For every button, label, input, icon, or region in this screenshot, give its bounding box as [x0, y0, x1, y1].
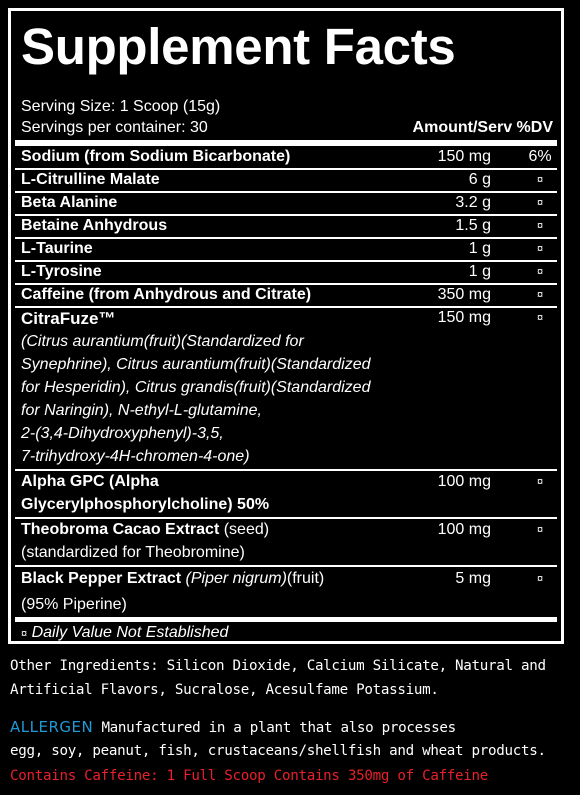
nutrient-name: Caffeine (from Anhydrous and Citrate): [21, 286, 312, 303]
black-pepper-dv: ¤: [536, 573, 544, 585]
amount-dv-header: Amount/Serv %DV: [412, 119, 553, 136]
alpha-gpc-amount: 100 mg: [437, 473, 491, 490]
black-pepper-part: (fruit): [286, 570, 325, 587]
row-divider: [15, 565, 557, 567]
theobroma-part: (seed): [219, 521, 270, 538]
nutrient-dv: ¤: [536, 197, 544, 209]
caffeine-warning: Contains Caffeine: 1 Full Scoop Contains 350mg of Caffeine: [10, 768, 489, 784]
citrafuze-name: CitraFuze™: [21, 309, 116, 328]
nutrient-amount: 350 mg: [437, 286, 491, 303]
footer-rule: [15, 617, 557, 622]
other-ingredients-line1: Other Ingredients: Silicon Dioxide, Calcium Silicate, Natural and: [10, 658, 546, 674]
row-divider: [15, 517, 557, 519]
allergen-text: Manufactured in a plant that also processes: [93, 720, 456, 736]
black-pepper-line2: (95% Piperine): [21, 596, 127, 613]
allergen-line2: egg, soy, peanut, fish, crustaceans/shellfish and wheat products.: [10, 743, 546, 759]
citrafuze-detail: for Naringin), N-ethyl-L-glutamine,: [21, 402, 262, 419]
row-divider: [15, 469, 557, 471]
nutrient-name: L-Taurine: [21, 240, 93, 257]
black-pepper-amount: 5 mg: [455, 570, 491, 587]
citrafuze-dv: ¤: [536, 312, 544, 324]
black-pepper-line1: [21, 569, 324, 589]
nutrient-dv: ¤: [536, 266, 544, 278]
citrafuze-amount: 150 mg: [437, 309, 491, 326]
not-established-symbol: ¤: [21, 628, 28, 640]
nutrient-amount: 150 mg: [437, 148, 491, 165]
nutrient-dv: ¤: [536, 220, 544, 232]
header-rule: [15, 140, 557, 146]
citrafuze-detail: 7-trihydroxy-4H-chromen-4-one): [21, 448, 250, 465]
alpha-gpc-dv: ¤: [536, 476, 544, 488]
footnote-text: Daily Value Not Established: [31, 624, 229, 641]
footnote: [21, 623, 228, 644]
theobroma-name: Theobroma Cacao Extract: [21, 521, 220, 538]
nutrient-amount: 1 g: [468, 263, 491, 280]
citrafuze-detail: for Hesperidin), Citrus grandis(fruit)(Standardized: [21, 379, 371, 396]
black-pepper-name: Black Pepper Extract: [21, 570, 186, 587]
citrafuze-detail: Synephrine), Citrus aurantium(fruit)(Standardized: [21, 356, 371, 373]
nutrient-dv: 6%: [528, 148, 552, 165]
theobroma-amount: 100 mg: [437, 521, 491, 538]
nutrient-dv: ¤: [536, 174, 544, 186]
allergen-line1: [10, 716, 456, 739]
nutrient-amount: 1 g: [468, 240, 491, 257]
nutrient-name: Betaine Anhydrous: [21, 217, 168, 234]
alpha-gpc-name: Alpha GPC (Alpha: [21, 473, 159, 490]
citrafuze-detail: 2-(3,4-Dihydroxyphenyl)-3,5,: [21, 425, 224, 442]
nutrient-amount: 3.2 g: [455, 194, 491, 211]
nutrient-amount: 1.5 g: [455, 217, 491, 234]
citrafuze-detail: (Citrus aurantium(fruit)(Standardized for: [21, 333, 304, 350]
nutrient-name: Sodium (from Sodium Bicarbonate): [21, 148, 291, 165]
panel-title: Supplement Facts: [21, 18, 456, 75]
alpha-gpc-name-line2: Glycerylphosphorylcholine) 50%: [21, 496, 270, 513]
black-pepper-latin: (Piper nigrum): [185, 570, 287, 587]
other-ingredients-line2: Artificial Flavors, Sucralose, Acesulfame Potassium.: [10, 682, 439, 698]
serving-size: Serving Size: 1 Scoop (15g): [21, 98, 221, 115]
nutrient-dv: ¤: [536, 243, 544, 255]
servings-per-container: Servings per container: 30: [21, 119, 208, 136]
nutrient-dv: ¤: [536, 289, 544, 301]
nutrient-amount: 6 g: [468, 171, 491, 188]
nutrient-name: Beta Alanine: [21, 194, 118, 211]
theobroma-line1: [21, 520, 269, 540]
nutrient-name: L-Citrulline Malate: [21, 171, 160, 188]
theobroma-dv: ¤: [536, 524, 544, 536]
theobroma-line2: (standardized for Theobromine): [21, 544, 245, 561]
allergen-label: ALLERGEN: [10, 718, 94, 736]
supplement-facts-panel: [8, 8, 564, 644]
nutrient-name: L-Tyrosine: [21, 263, 102, 280]
